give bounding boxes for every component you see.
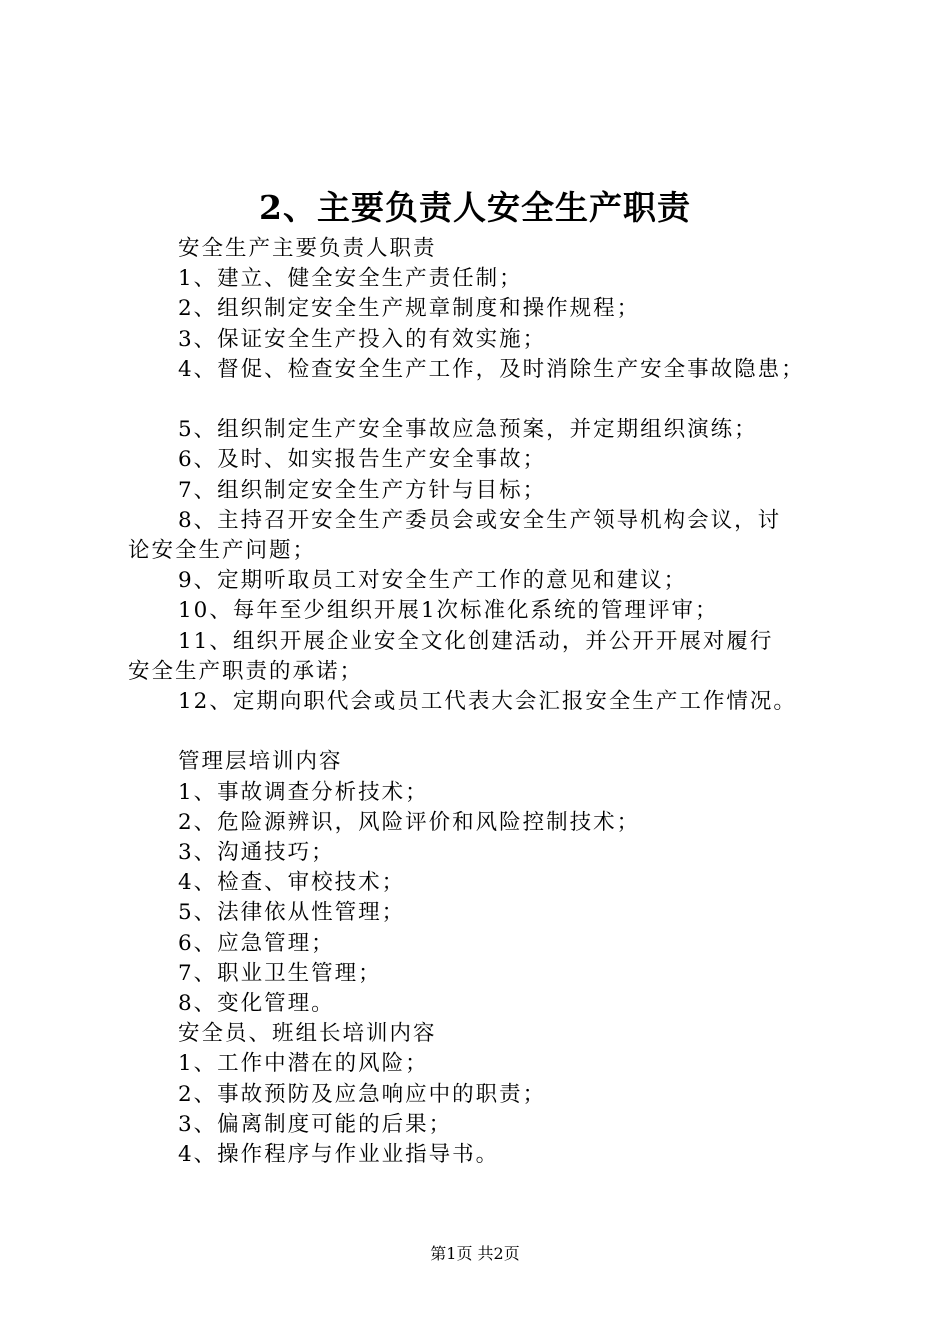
list-item: 9、定期听取员工对安全生产工作的意见和建议；	[178, 568, 688, 594]
paragraph-gap	[128, 717, 840, 747]
document-title: 2、主要负责人安全生产职责	[259, 188, 691, 227]
list-item: 7、组织制定安全生产方针与目标；	[178, 477, 547, 503]
list-item: 11、组织开展企业安全文化创建活动，并公开开展对履行	[178, 628, 774, 654]
list-item: 1、建立、健全安全生产责任制；	[178, 266, 523, 292]
list-item: 12、定期向职代会或员工代表大会汇报安全生产工作情况。	[178, 689, 797, 715]
list-item: 4、督促、检查安全生产工作，及时消除生产安全事故隐患；	[178, 356, 805, 382]
list-item: 2、事故预防及应急响应中的职责；	[178, 1081, 547, 1107]
list-item: 3、沟通技巧；	[178, 840, 335, 866]
list-item: 7、职业卫生管理；	[178, 960, 382, 986]
list-item: 4、操作程序与作业业指导书。	[178, 1142, 500, 1168]
page-footer: 第1页 共2页	[430, 1244, 520, 1263]
list-item: 5、组织制定生产安全事故应急预案，并定期组织演练；	[178, 417, 758, 443]
list-item: 8、变化管理。	[178, 991, 335, 1017]
paragraph-gap	[128, 385, 840, 415]
list-item: 3、偏离制度可能的后果；	[178, 1111, 453, 1137]
list-item: 6、应急管理；	[178, 930, 335, 956]
list-item: 1、工作中潜在的风险；	[178, 1051, 429, 1077]
list-item: 1、事故调查分析技术；	[178, 779, 429, 805]
section-heading-team-leader-training: 安全员、班组长培训内容	[178, 1021, 437, 1047]
list-item: 4、检查、审校技术；	[178, 870, 406, 896]
section-heading-responsibilities: 安全生产主要负责人职责	[178, 236, 437, 261]
document-body	[128, 234, 840, 1170]
list-item-continuation: 论安全生产问题；	[128, 538, 317, 564]
list-item-continuation: 安全生产职责的承诺；	[128, 658, 364, 684]
list-item: 2、组织制定安全生产规章制度和操作规程；	[178, 296, 641, 322]
list-item: 2、危险源辨识，风险评价和风险控制技术；	[178, 809, 641, 835]
section-heading-management-training: 管理层培训内容	[178, 749, 343, 775]
list-item: 10、每年至少组织开展1次标准化系统的管理评审；	[178, 598, 719, 624]
list-item: 5、法律依从性管理；	[178, 900, 406, 926]
list-item: 8、主持召开安全生产委员会或安全生产领导机构会议，讨	[178, 507, 782, 533]
list-item: 6、及时、如实报告生产安全事故；	[178, 447, 547, 473]
list-item: 3、保证安全生产投入的有效实施；	[178, 326, 547, 352]
